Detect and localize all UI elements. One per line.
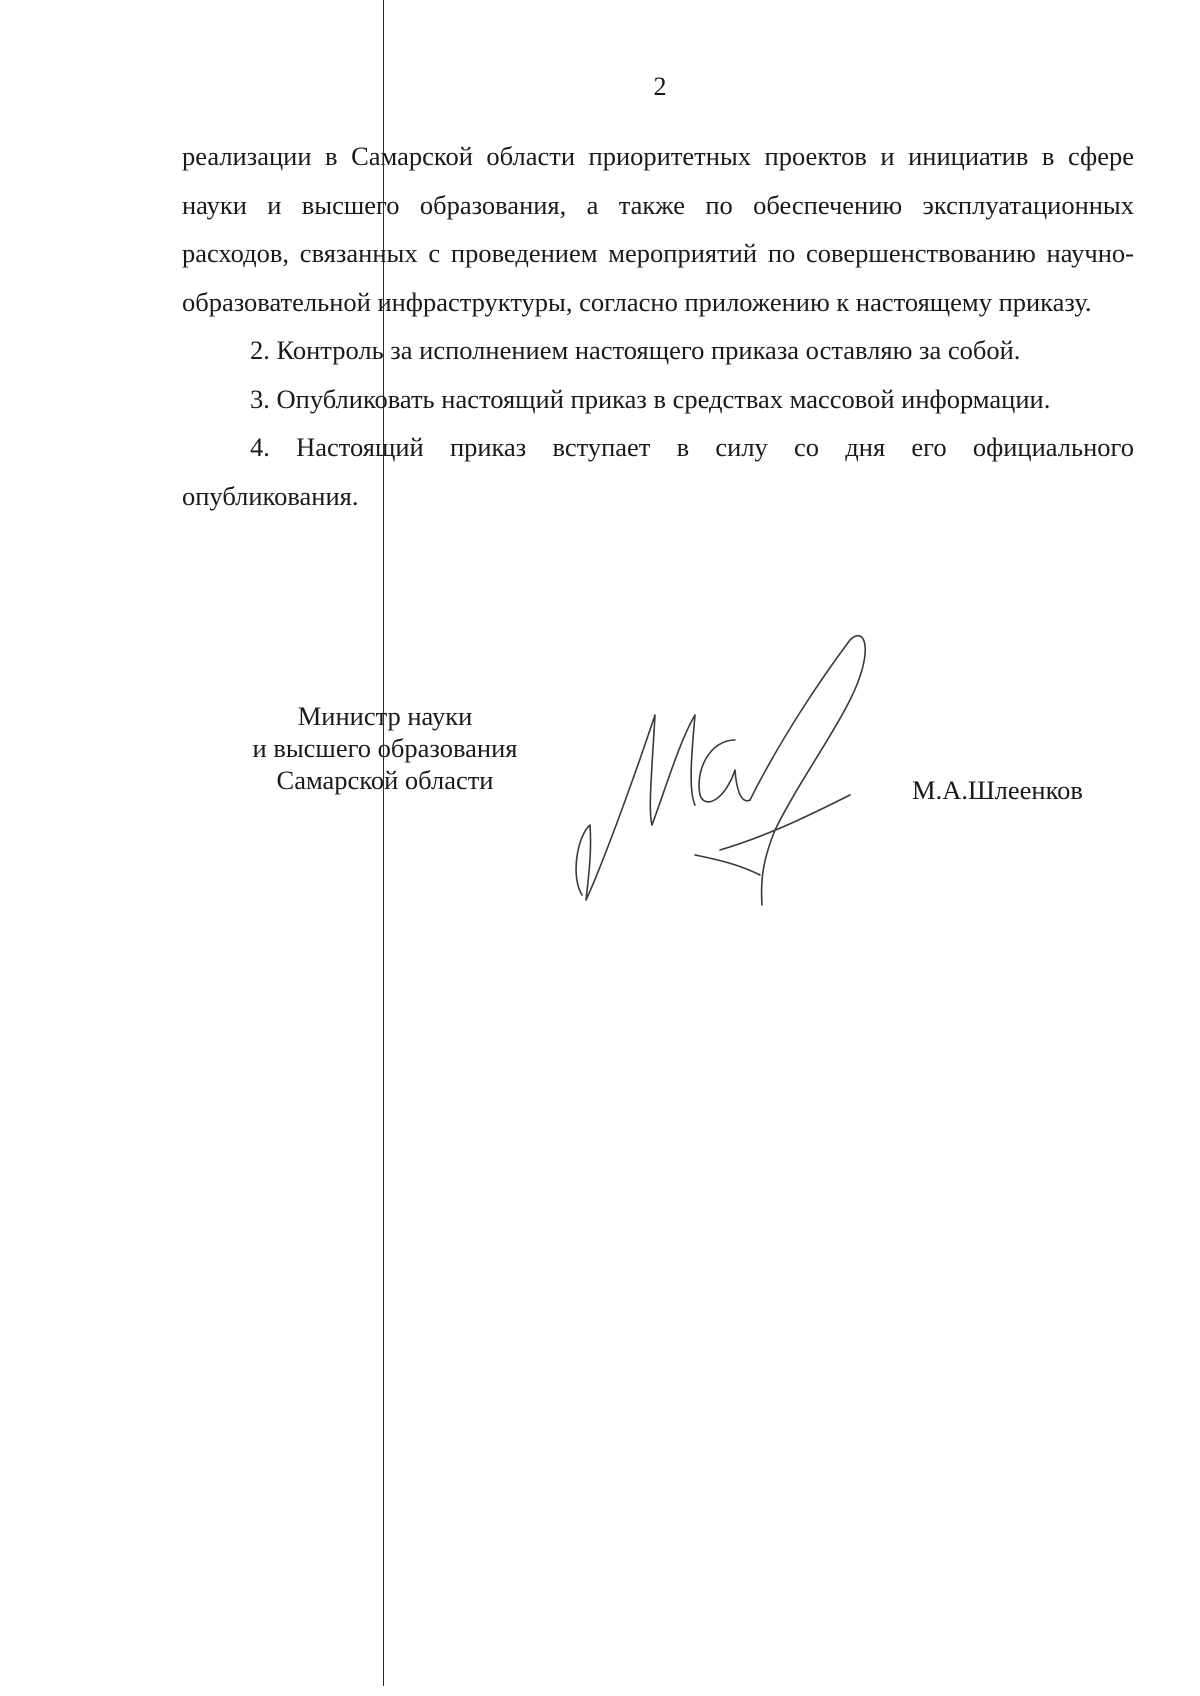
page-number: 2 — [653, 72, 667, 101]
signer-position-line-1: Министр науки — [297, 701, 473, 731]
paragraph-item-4: 4. Настоящий приказ вступает в силу со дня его официального опубликования. — [182, 432, 1134, 511]
paragraph-continuation: реализации в Самарской области приоритетных проектов и инициатив в сфере науки и высшего образования, а также по обеспечению эксплуатационных расходов, связанных с проведением мероприятий по совершенствованию научно-образовательной инфраструктуры, согласно приложению к настоящему приказу. — [182, 141, 1134, 317]
handwritten-signature — [560, 620, 940, 920]
signer-position-line-3: Самарской области — [276, 765, 494, 795]
document-body — [182, 132, 1134, 520]
signer-position-line-2: и высшего образования — [252, 733, 518, 763]
signer-position — [230, 700, 540, 796]
paragraph-item-2: 2. Контроль за исполнением настоящего приказа оставляю за собой. — [250, 335, 1021, 365]
paragraph-item-3: 3. Опубликовать настоящий приказ в средствах массовой информации. — [250, 383, 1051, 414]
signer-name: М.А.Шлеенков — [912, 775, 1083, 805]
